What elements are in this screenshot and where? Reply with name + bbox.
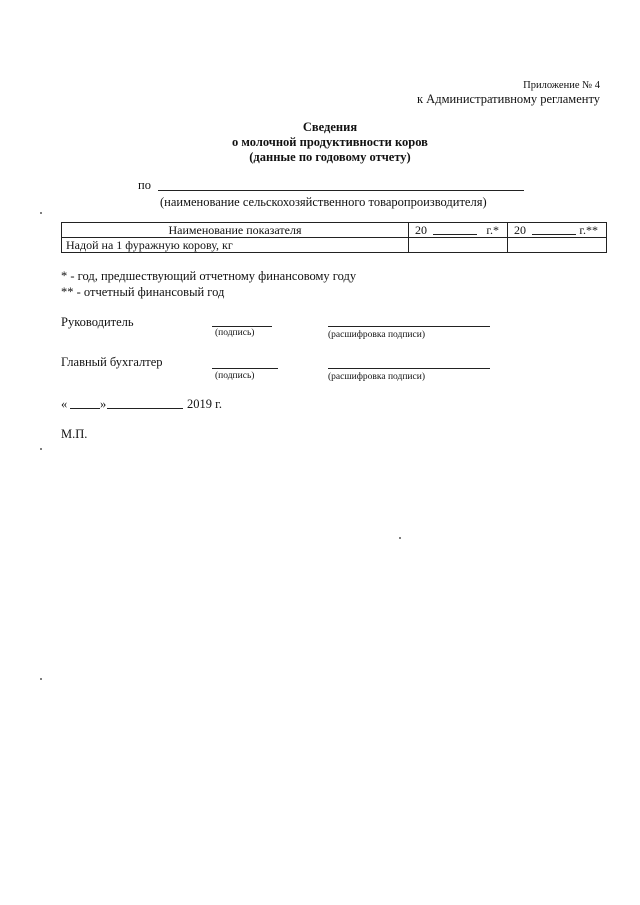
year1-blank-line [433, 234, 477, 235]
date-day-line[interactable] [70, 408, 100, 409]
date-year: 2019 г. [187, 397, 222, 411]
head-label: Руководитель [61, 315, 134, 329]
scan-speck [40, 678, 42, 680]
accountant-signature-caption: (подпись) [215, 371, 255, 381]
year2-blank-line [532, 234, 576, 235]
row-value-previous[interactable] [409, 238, 508, 253]
header-year-previous[interactable] [409, 223, 508, 238]
head-decode-line[interactable] [328, 326, 490, 327]
producer-name-line[interactable] [158, 190, 524, 191]
table-row [62, 238, 607, 253]
head-signature-line[interactable] [212, 326, 272, 327]
scan-speck [40, 448, 42, 450]
scan-speck [399, 537, 401, 539]
year2-prefix: 20 [514, 223, 526, 237]
appendix-reference: к Административному регламенту [416, 92, 600, 106]
document-title: Сведения [302, 120, 358, 134]
date-month-line[interactable] [107, 408, 183, 409]
indicator-table [61, 222, 607, 253]
year1-suffix: г.* [486, 223, 499, 237]
accountant-decode-line[interactable] [328, 368, 490, 369]
head-decode-caption: (расшифровка подписи) [328, 330, 425, 340]
year1-prefix: 20 [415, 223, 427, 237]
row-value-current[interactable] [508, 238, 607, 253]
producer-prefix: по [138, 178, 151, 192]
footnote-current-year: ** - отчетный финансовый год [61, 285, 225, 299]
date-close-quote: » [100, 397, 107, 411]
year2-suffix: г.** [579, 223, 598, 237]
producer-caption: (наименование сельскохозяйственного товаропроизводителя) [160, 195, 487, 209]
accountant-label: Главный бухгалтер [61, 355, 163, 369]
footnote-previous-year: * - год, предшествующий отчетному финансовому году [61, 269, 357, 283]
row-indicator-label: Надой на 1 фуражную корову, кг [62, 238, 409, 253]
header-indicator-name: Наименование показателя [62, 223, 409, 238]
head-signature-caption: (подпись) [215, 328, 255, 338]
table-header-row [62, 223, 607, 238]
accountant-signature-line[interactable] [212, 368, 278, 369]
document-subtitle-note: (данные по годовому отчету) [249, 150, 411, 164]
document-subtitle: о молочной продуктивности коров [232, 135, 428, 149]
header-year-current[interactable] [508, 223, 607, 238]
date-open-quote: « [61, 397, 68, 411]
appendix-number: Приложение № 4 [523, 80, 600, 91]
accountant-decode-caption: (расшифровка подписи) [328, 372, 425, 382]
stamp-place: М.П. [61, 427, 88, 441]
scan-speck [40, 212, 42, 214]
